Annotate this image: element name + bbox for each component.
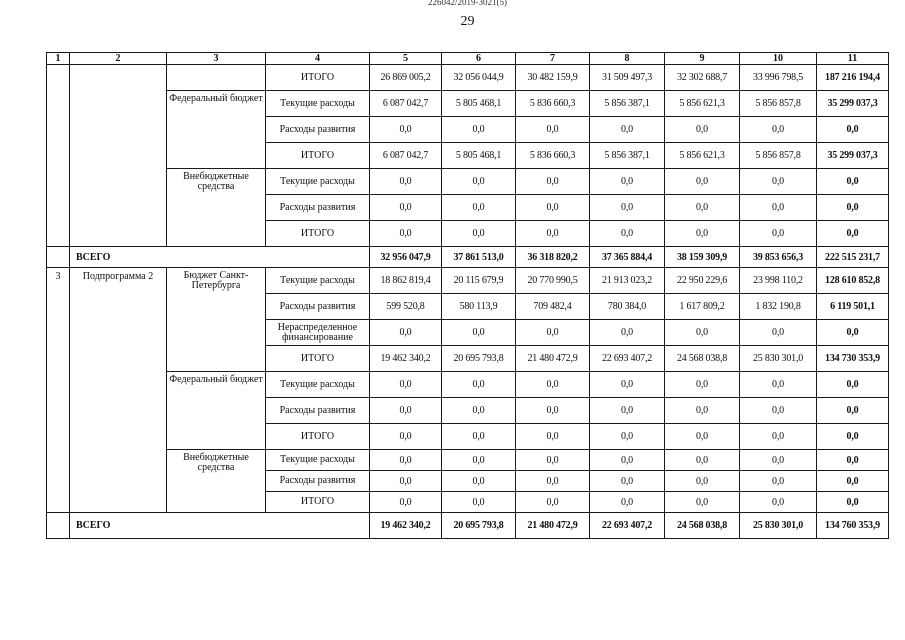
value-cell: 5 805 468,1 xyxy=(442,91,516,117)
value-cell: 0,0 xyxy=(442,320,516,346)
value-cell: 709 482,4 xyxy=(516,294,590,320)
value-cell: 0,0 xyxy=(442,372,516,398)
table-row xyxy=(47,91,889,117)
total-cell: 35 299 037,3 xyxy=(817,143,889,169)
value-cell: 0,0 xyxy=(370,450,442,471)
value-cell: 0,0 xyxy=(665,450,740,471)
value-cell: 20 115 679,9 xyxy=(442,268,516,294)
table-row xyxy=(47,65,889,91)
value-cell: 0,0 xyxy=(590,372,665,398)
grand-total-cell: 20 695 793,8 xyxy=(442,513,516,539)
grand-total-cell: 25 830 301,0 xyxy=(740,513,817,539)
value-cell: 0,0 xyxy=(590,195,665,221)
total-cell: 0,0 xyxy=(817,424,889,450)
value-cell: 0,0 xyxy=(665,492,740,513)
value-cell: 26 869 005,2 xyxy=(370,65,442,91)
grand-total-cell: 36 318 820,2 xyxy=(516,247,590,268)
value-cell: 0,0 xyxy=(740,471,817,492)
value-cell: 33 996 798,5 xyxy=(740,65,817,91)
value-cell: 0,0 xyxy=(516,450,590,471)
document-code: 226042/2019-3021(5) xyxy=(428,0,507,7)
total-cell: 187 216 194,4 xyxy=(817,65,889,91)
value-cell: 0,0 xyxy=(370,398,442,424)
grand-total-cell: 222 515 231,7 xyxy=(817,247,889,268)
value-cell: 0,0 xyxy=(740,450,817,471)
value-cell: 0,0 xyxy=(516,195,590,221)
expense-type-cell: Текущие расходы xyxy=(266,450,370,471)
grand-total-cell: 19 462 340,2 xyxy=(370,513,442,539)
table-row xyxy=(47,268,889,294)
total-cell: 0,0 xyxy=(817,320,889,346)
value-cell: 0,0 xyxy=(516,372,590,398)
table-row xyxy=(47,53,889,65)
column-header: 11 xyxy=(817,53,889,65)
value-cell: 0,0 xyxy=(590,424,665,450)
value-cell: 0,0 xyxy=(740,169,817,195)
column-header: 9 xyxy=(665,53,740,65)
row-number-cell: 3 xyxy=(47,268,70,513)
value-cell: 20 695 793,8 xyxy=(442,346,516,372)
value-cell: 0,0 xyxy=(442,195,516,221)
expense-type-cell: Расходы развития xyxy=(266,471,370,492)
grand-total-cell: 38 159 309,9 xyxy=(665,247,740,268)
value-cell: 0,0 xyxy=(370,195,442,221)
value-cell: 0,0 xyxy=(442,492,516,513)
value-cell: 0,0 xyxy=(516,320,590,346)
total-label: ВСЕГО xyxy=(70,513,370,539)
value-cell: 0,0 xyxy=(516,117,590,143)
expense-type-cell: Текущие расходы xyxy=(266,268,370,294)
value-cell: 19 462 340,2 xyxy=(370,346,442,372)
column-header: 7 xyxy=(516,53,590,65)
value-cell: 0,0 xyxy=(442,169,516,195)
value-cell: 5 805 468,1 xyxy=(442,143,516,169)
grand-total-cell: 22 693 407,2 xyxy=(590,513,665,539)
expense-type-cell: ИТОГО xyxy=(266,492,370,513)
value-cell: 0,0 xyxy=(665,195,740,221)
value-cell: 30 482 159,9 xyxy=(516,65,590,91)
value-cell: 25 830 301,0 xyxy=(740,346,817,372)
total-cell: 0,0 xyxy=(817,221,889,247)
value-cell: 780 384,0 xyxy=(590,294,665,320)
row-number-cell xyxy=(47,247,70,268)
value-cell: 0,0 xyxy=(370,424,442,450)
expense-type-cell: Расходы развития xyxy=(266,398,370,424)
table-row xyxy=(47,450,889,471)
value-cell: 0,0 xyxy=(590,450,665,471)
expense-type-cell: ИТОГО xyxy=(266,65,370,91)
total-cell: 0,0 xyxy=(817,195,889,221)
value-cell: 0,0 xyxy=(442,398,516,424)
value-cell: 0,0 xyxy=(590,169,665,195)
value-cell: 5 856 621,3 xyxy=(665,143,740,169)
program-name-cell: Подпрограмма 2 xyxy=(70,268,167,513)
expense-type-cell: Расходы развития xyxy=(266,294,370,320)
value-cell: 0,0 xyxy=(516,398,590,424)
value-cell: 0,0 xyxy=(370,169,442,195)
value-cell: 0,0 xyxy=(370,221,442,247)
value-cell: 0,0 xyxy=(370,320,442,346)
table-row xyxy=(47,372,889,398)
value-cell: 0,0 xyxy=(516,492,590,513)
value-cell: 21 480 472,9 xyxy=(516,346,590,372)
value-cell: 31 509 497,3 xyxy=(590,65,665,91)
value-cell: 23 998 110,2 xyxy=(740,268,817,294)
grand-total-cell: 21 480 472,9 xyxy=(516,513,590,539)
expense-type-cell: ИТОГО xyxy=(266,424,370,450)
budget-table xyxy=(46,52,889,539)
total-cell: 0,0 xyxy=(817,492,889,513)
column-header: 8 xyxy=(590,53,665,65)
total-cell: 0,0 xyxy=(817,398,889,424)
value-cell: 0,0 xyxy=(370,372,442,398)
value-cell: 21 913 023,2 xyxy=(590,268,665,294)
value-cell: 0,0 xyxy=(665,320,740,346)
value-cell: 0,0 xyxy=(740,424,817,450)
row-number-cell xyxy=(47,513,70,539)
column-header: 2 xyxy=(70,53,167,65)
value-cell: 6 087 042,7 xyxy=(370,143,442,169)
value-cell: 0,0 xyxy=(665,398,740,424)
value-cell: 0,0 xyxy=(590,471,665,492)
column-header: 5 xyxy=(370,53,442,65)
value-cell: 0,0 xyxy=(590,492,665,513)
value-cell: 0,0 xyxy=(370,492,442,513)
value-cell: 0,0 xyxy=(442,450,516,471)
page-number: 29 xyxy=(460,14,475,29)
value-cell: 599 520,8 xyxy=(370,294,442,320)
value-cell: 0,0 xyxy=(665,117,740,143)
total-cell: 0,0 xyxy=(817,450,889,471)
row-number-cell xyxy=(47,65,70,247)
value-cell: 0,0 xyxy=(665,169,740,195)
value-cell: 18 862 819,4 xyxy=(370,268,442,294)
value-cell: 1 617 809,2 xyxy=(665,294,740,320)
column-header: 4 xyxy=(266,53,370,65)
total-cell: 0,0 xyxy=(817,117,889,143)
value-cell: 22 693 407,2 xyxy=(590,346,665,372)
expense-type-cell: ИТОГО xyxy=(266,221,370,247)
value-cell: 6 087 042,7 xyxy=(370,91,442,117)
total-cell: 0,0 xyxy=(817,169,889,195)
value-cell: 0,0 xyxy=(740,195,817,221)
value-cell: 0,0 xyxy=(740,398,817,424)
value-cell: 0,0 xyxy=(740,320,817,346)
value-cell: 0,0 xyxy=(665,372,740,398)
total-cell: 35 299 037,3 xyxy=(817,91,889,117)
source-cell: Внебюджетные средства xyxy=(167,450,266,513)
value-cell: 32 302 688,7 xyxy=(665,65,740,91)
source-cell: Внебюджетные средства xyxy=(167,169,266,247)
value-cell: 0,0 xyxy=(665,471,740,492)
grand-total-cell: 39 853 656,3 xyxy=(740,247,817,268)
column-header: 1 xyxy=(47,53,70,65)
source-cell xyxy=(167,65,266,91)
value-cell: 0,0 xyxy=(370,117,442,143)
value-cell: 0,0 xyxy=(740,221,817,247)
value-cell: 5 856 857,8 xyxy=(740,143,817,169)
value-cell: 22 950 229,6 xyxy=(665,268,740,294)
value-cell: 0,0 xyxy=(516,169,590,195)
grand-total-cell: 134 760 353,9 xyxy=(817,513,889,539)
grand-total-cell: 32 956 047,9 xyxy=(370,247,442,268)
expense-type-cell: ИТОГО xyxy=(266,346,370,372)
column-header: 10 xyxy=(740,53,817,65)
value-cell: 580 113,9 xyxy=(442,294,516,320)
value-cell: 0,0 xyxy=(516,221,590,247)
source-cell: Федеральный бюджет xyxy=(167,91,266,169)
value-cell: 5 836 660,3 xyxy=(516,91,590,117)
value-cell: 32 056 044,9 xyxy=(442,65,516,91)
value-cell: 5 856 387,1 xyxy=(590,143,665,169)
expense-type-cell: ИТОГО xyxy=(266,143,370,169)
value-cell: 0,0 xyxy=(590,398,665,424)
value-cell: 0,0 xyxy=(442,117,516,143)
value-cell: 24 568 038,8 xyxy=(665,346,740,372)
value-cell: 0,0 xyxy=(665,221,740,247)
expense-type-cell: Текущие расходы xyxy=(266,91,370,117)
value-cell: 5 856 387,1 xyxy=(590,91,665,117)
value-cell: 5 856 621,3 xyxy=(665,91,740,117)
value-cell: 5 856 857,8 xyxy=(740,91,817,117)
value-cell: 0,0 xyxy=(370,471,442,492)
expense-type-cell: Текущие расходы xyxy=(266,372,370,398)
value-cell: 0,0 xyxy=(442,221,516,247)
expense-type-cell: Расходы развития xyxy=(266,195,370,221)
total-cell: 134 730 353,9 xyxy=(817,346,889,372)
expense-type-cell: Текущие расходы xyxy=(266,169,370,195)
total-cell: 0,0 xyxy=(817,372,889,398)
table-row xyxy=(47,513,889,539)
total-cell: 128 610 852,8 xyxy=(817,268,889,294)
total-cell: 6 119 501,1 xyxy=(817,294,889,320)
grand-total-cell: 37 365 884,4 xyxy=(590,247,665,268)
table-row xyxy=(47,247,889,268)
value-cell: 0,0 xyxy=(740,372,817,398)
value-cell: 5 836 660,3 xyxy=(516,143,590,169)
expense-type-cell: Расходы развития xyxy=(266,117,370,143)
value-cell: 0,0 xyxy=(665,424,740,450)
value-cell: 0,0 xyxy=(740,117,817,143)
value-cell: 0,0 xyxy=(740,492,817,513)
value-cell: 0,0 xyxy=(442,424,516,450)
value-cell: 0,0 xyxy=(516,471,590,492)
program-name-cell xyxy=(70,65,167,247)
column-header: 3 xyxy=(167,53,266,65)
value-cell: 0,0 xyxy=(590,117,665,143)
total-label: ВСЕГО xyxy=(70,247,370,268)
value-cell: 20 770 990,5 xyxy=(516,268,590,294)
value-cell: 0,0 xyxy=(516,424,590,450)
expense-type-cell: Нераспределенное финансирование xyxy=(266,320,370,346)
grand-total-cell: 37 861 513,0 xyxy=(442,247,516,268)
value-cell: 0,0 xyxy=(590,320,665,346)
source-cell: Федеральный бюджет xyxy=(167,372,266,450)
column-header: 6 xyxy=(442,53,516,65)
value-cell: 0,0 xyxy=(590,221,665,247)
value-cell: 0,0 xyxy=(442,471,516,492)
source-cell: Бюджет Санкт-Петербурга xyxy=(167,268,266,372)
value-cell: 1 832 190,8 xyxy=(740,294,817,320)
table-row xyxy=(47,169,889,195)
total-cell: 0,0 xyxy=(817,471,889,492)
grand-total-cell: 24 568 038,8 xyxy=(665,513,740,539)
